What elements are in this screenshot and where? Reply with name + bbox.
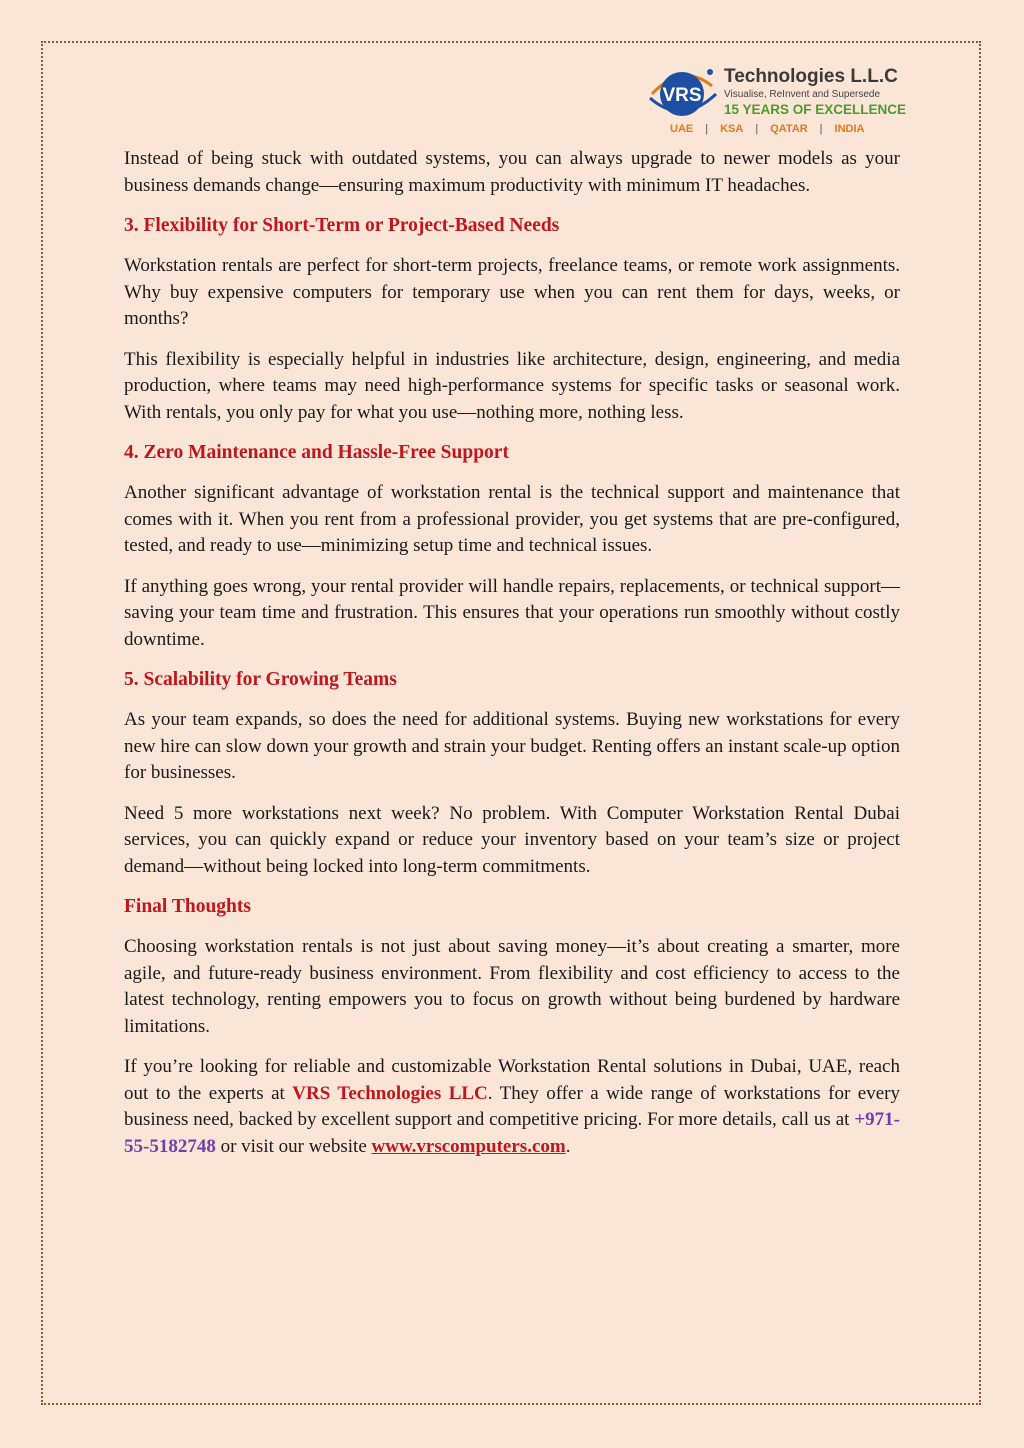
final-paragraph-2 [124, 1054, 900, 1160]
section-4-paragraph-2: If anything goes wrong, your rental provider will handle repairs, replacements, or technical support—saving your team time and frustration. This ensures that your operations run smoothly without costly downtime. [124, 575, 900, 650]
section-4-heading: 4. Zero Maintenance and Hassle-Free Support [124, 442, 509, 463]
section-3-paragraph-1: Workstation rentals are perfect for short-term projects, freelance teams, or remote work assignments. Why buy expensive computers for temporary use when you can rent them for days, weeks, or months? [124, 255, 900, 329]
section-3-heading: 3. Flexibility for Short-Term or Project-Based Needs [124, 215, 560, 236]
logo-mark-text: VRS [662, 85, 702, 106]
section-4-paragraph-1: Another significant advantage of workstation rental is the technical support and maintenance that comes with it. When you rent from a professional provider, you get systems that are pre-configured, tested, and ready to use—minimizing setup time and technical issues. [124, 482, 900, 556]
article-body [124, 146, 900, 1174]
region-qatar: QATAR [770, 123, 808, 135]
region-ksa: KSA [720, 123, 744, 135]
company-logo [644, 62, 907, 140]
intro-paragraph: Instead of being stuck with outdated systems, you can always upgrade to newer models as your business demands change—ensuring maximum productivity with minimum IT headaches. [124, 148, 900, 196]
final-thoughts-heading: Final Thoughts [124, 896, 251, 917]
logo-company-name: Technologies L.L.C [724, 66, 898, 87]
section-5-paragraph-2: Need 5 more workstations next week? No problem. With Computer Workstation Rental Dubai services, you can quickly expand or reduce your inventory based on your team’s size or project demand—without being locked into long-term commitments. [124, 802, 900, 877]
section-5-heading: 5. Scalability for Growing Teams [124, 669, 397, 690]
logo-regions [670, 123, 864, 135]
region-india: INDIA [834, 123, 865, 135]
website-link[interactable]: www.vrscomputers.com [371, 1135, 566, 1157]
brand-name: VRS Technologies LLC [292, 1082, 488, 1104]
logo-tagline: Visualise, ReInvent and Supersede [724, 89, 881, 100]
final-text-start: If you’re looking for reliable and customizable Workstation Rental solutions in Dubai, UAE, reach out to the experts at [124, 1056, 900, 1104]
logo-years-badge: 15 YEARS OF EXCELLENCE [724, 102, 907, 117]
region-separator: | [755, 123, 759, 135]
vrs-logo-icon [646, 64, 718, 124]
phone-number[interactable]: +971-55-5182748 [124, 1109, 900, 1157]
region-separator: | [819, 123, 823, 135]
section-5-paragraph-1: As your team expands, so does the need for additional systems. Buying new workstations for every new hire can slow down your growth and strain your budget. Renting offers an instant scale-up option for businesses. [124, 709, 900, 783]
final-text-end: . [565, 1135, 571, 1157]
section-3-paragraph-2: This flexibility is especially helpful in industries like architecture, design, engineering, and media production, where teams may need high-performance systems for specific tasks or seasonal work. With rentals, you only pay for what you use—nothing more, nothing less. [124, 348, 900, 423]
final-text-after-phone: or visit our website [215, 1135, 372, 1157]
final-text-middle: . They offer a wide range of workstations for every business need, backed by excellent support and competitive pricing. For more details, call us at [124, 1082, 900, 1130]
region-separator: | [705, 123, 709, 135]
region-uae: UAE [670, 123, 694, 135]
final-paragraph-1: Choosing workstation rentals is not just about saving money—it’s about creating a smarter, more agile, and future-ready business environment. From flexibility and cost efficiency to access to the latest technology, renting empowers you to focus on growth without being burdened by hardware limitations. [124, 936, 900, 1037]
